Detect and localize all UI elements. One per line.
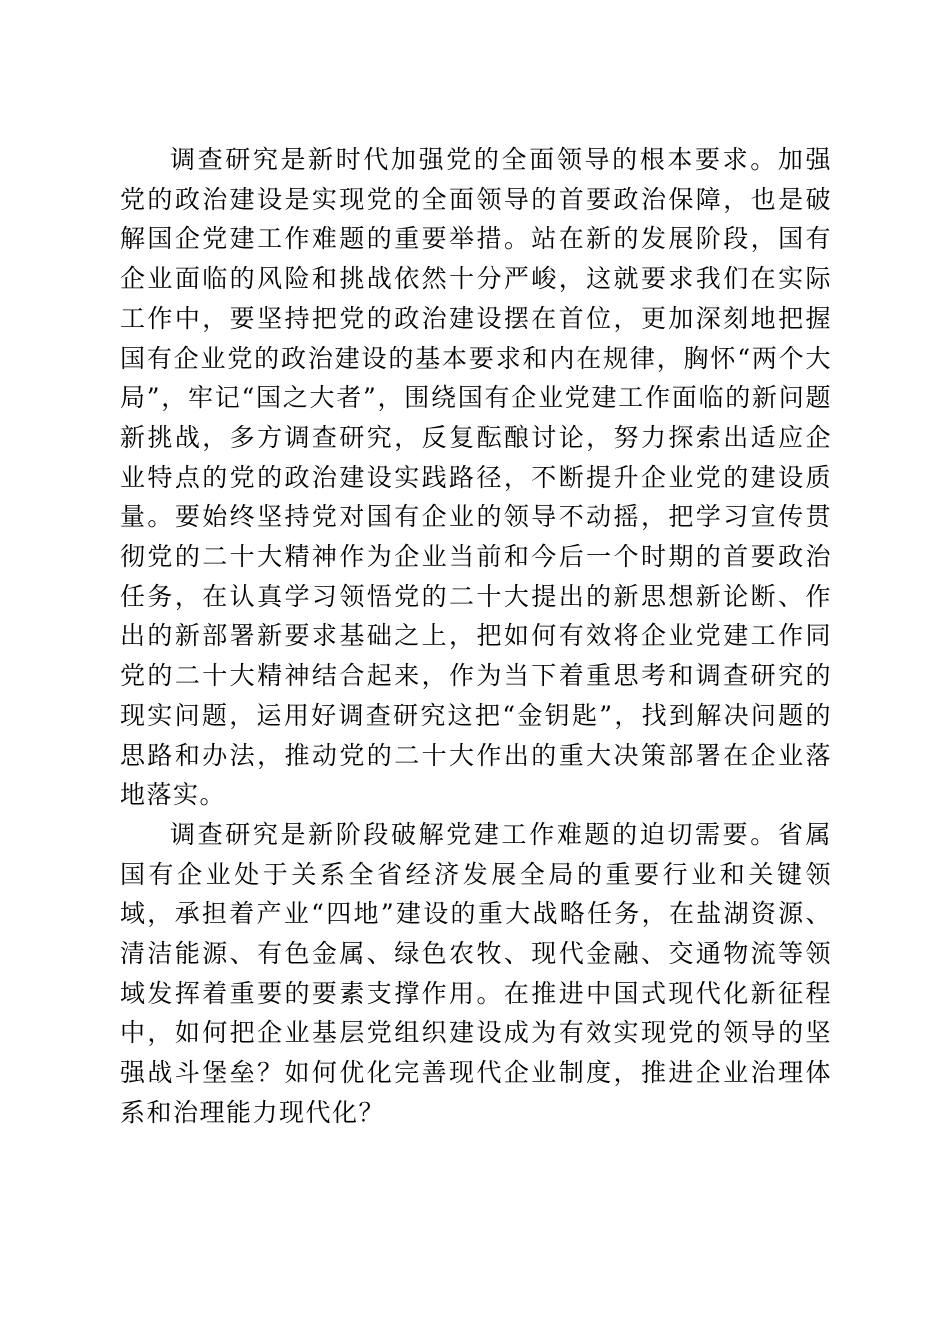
paragraph-2: 调查研究是新阶段破解党建工作难题的迫切需要。省属国有企业处于关系全省经济发展全局的重要行业和关键领域，承担着产业“四地”建设的重大战略任务，在盐湖资源、清洁能源、有色金属、绿色农牧、现代金融、交通物流等领域发挥着重要的要素支撑作用。在推进中国式现代化新征程中，如何把企业基层党组织建设成为有效实现党的领导的坚强战斗堡垒？如何优化完善现代企业制度，推进企业治理体系和治理能力现代化？ <box>120 819 832 1127</box>
paragraph-1: 调查研究是新时代加强党的全面领导的根本要求。加强党的政治建设是实现党的全面领导的首要政治保障，也是破解国企党建工作难题的重要举措。站在新的发展阶段，国有企业面临的风险和挑战依然十分严峻，这就要求我们在实际工作中，要坚持把党的政治建设摆在首位，更加深刻地把握国有企业党的政治建设的基本要求和内在规律，胸怀“两个大局”，牢记“国之大者”，围绕国有企业党建工作面临的新问题新挑战，多方调查研究，反复酝酿讨论，努力探索出适应企业特点的党的政治建设实践路径，不断提升企业党的建设质量。要始终坚持党对国有企业的领导不动摇，把学习宣传贯彻党的二十大精神作为企业当前和今后一个时期的首要政治任务，在认真学习领悟党的二十大提出的新思想新论断、作出的新部署新要求基础之上，把如何有效将企业党建工作同党的二十大精神结合起来，作为当下着重思考和调查研究的现实问题，运用好调查研究这把“金钥匙”，找到解决问题的思路和办法，推动党的二十大作出的重大决策部署在企业落地落实。 <box>120 145 832 810</box>
document-body <box>120 140 832 1133</box>
